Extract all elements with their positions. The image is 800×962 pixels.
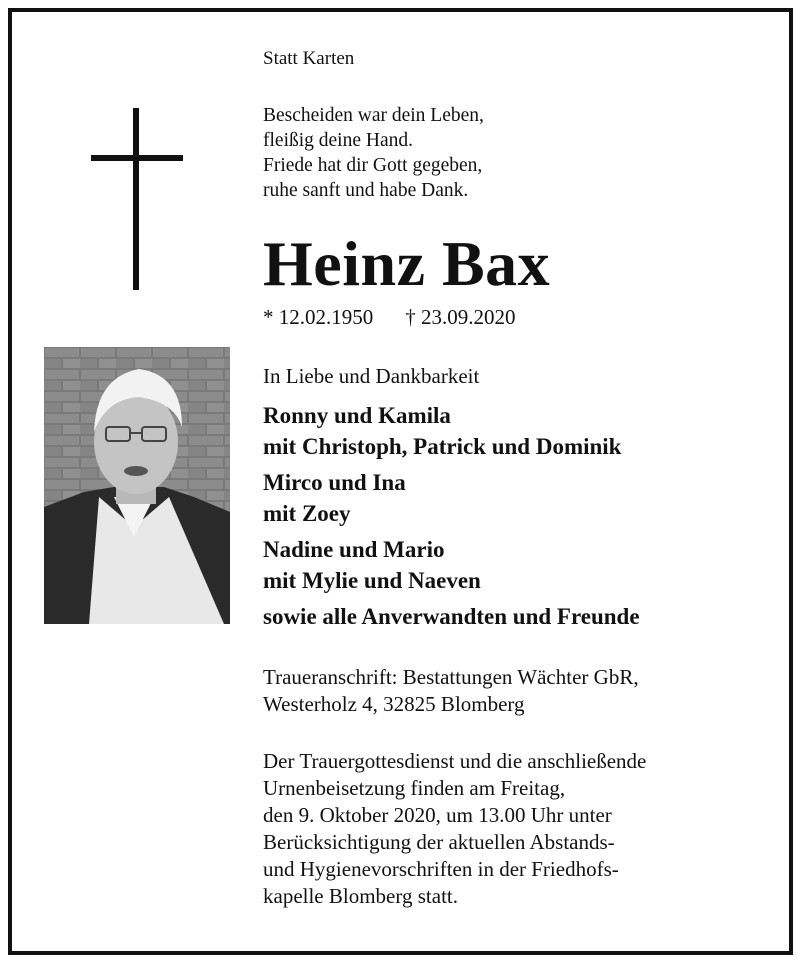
service-line: Der Trauergottesdienst und die anschließende — [263, 749, 647, 773]
death-date: † 23.09.2020 — [405, 305, 516, 329]
service-line: den 9. Oktober 2020, um 13.00 Uhr unter — [263, 803, 612, 827]
service-line: Berücksichtigung der aktuellen Abstands- — [263, 830, 615, 854]
mourner-group — [263, 467, 780, 529]
address-line: Westerholz 4, 32825 Blomberg — [263, 692, 525, 716]
mourner-line: Mirco und Ina — [263, 470, 406, 495]
mourner-line: mit Zoey — [263, 501, 351, 526]
mourner-line: mit Mylie und Naeven — [263, 568, 481, 593]
service-line: Urnenbeisetzung finden am Freitag, — [263, 776, 566, 800]
deceased-name: Heinz Bax — [263, 228, 551, 299]
mourner-line: sowie alle Anverwandten und Freunde — [263, 604, 640, 629]
statt-karten-label: Statt Karten — [263, 48, 355, 69]
mourner-group — [263, 400, 780, 462]
mourner-line: Nadine und Mario — [263, 537, 445, 562]
mourner-group — [263, 601, 780, 632]
mourners-intro: In Liebe und Dankbarkeit — [263, 364, 480, 388]
poem — [263, 103, 780, 203]
mourners-list — [263, 400, 780, 632]
service-line: und Hygienevorschriften in der Friedhofs- — [263, 857, 619, 881]
address-line: Traueranschrift: Bestattungen Wächter GbR, — [263, 665, 639, 689]
poem-line: fleißig deine Hand. — [263, 130, 413, 151]
poem-line: ruhe sanft und habe Dank. — [263, 180, 469, 201]
service-info — [263, 748, 780, 910]
life-dates — [263, 305, 780, 330]
portrait-photo — [44, 347, 230, 624]
service-line: kapelle Blomberg statt. — [263, 884, 458, 908]
poem-line: Friede hat dir Gott gegeben, — [263, 155, 483, 176]
mourner-line: Ronny und Kamila — [263, 403, 451, 428]
mourner-line: mit Christoph, Patrick und Dominik — [263, 434, 622, 459]
mourner-group — [263, 534, 780, 596]
birth-date: * 12.02.1950 — [263, 305, 374, 329]
poem-line: Bescheiden war dein Leben, — [263, 105, 484, 126]
mourning-address — [263, 664, 780, 718]
